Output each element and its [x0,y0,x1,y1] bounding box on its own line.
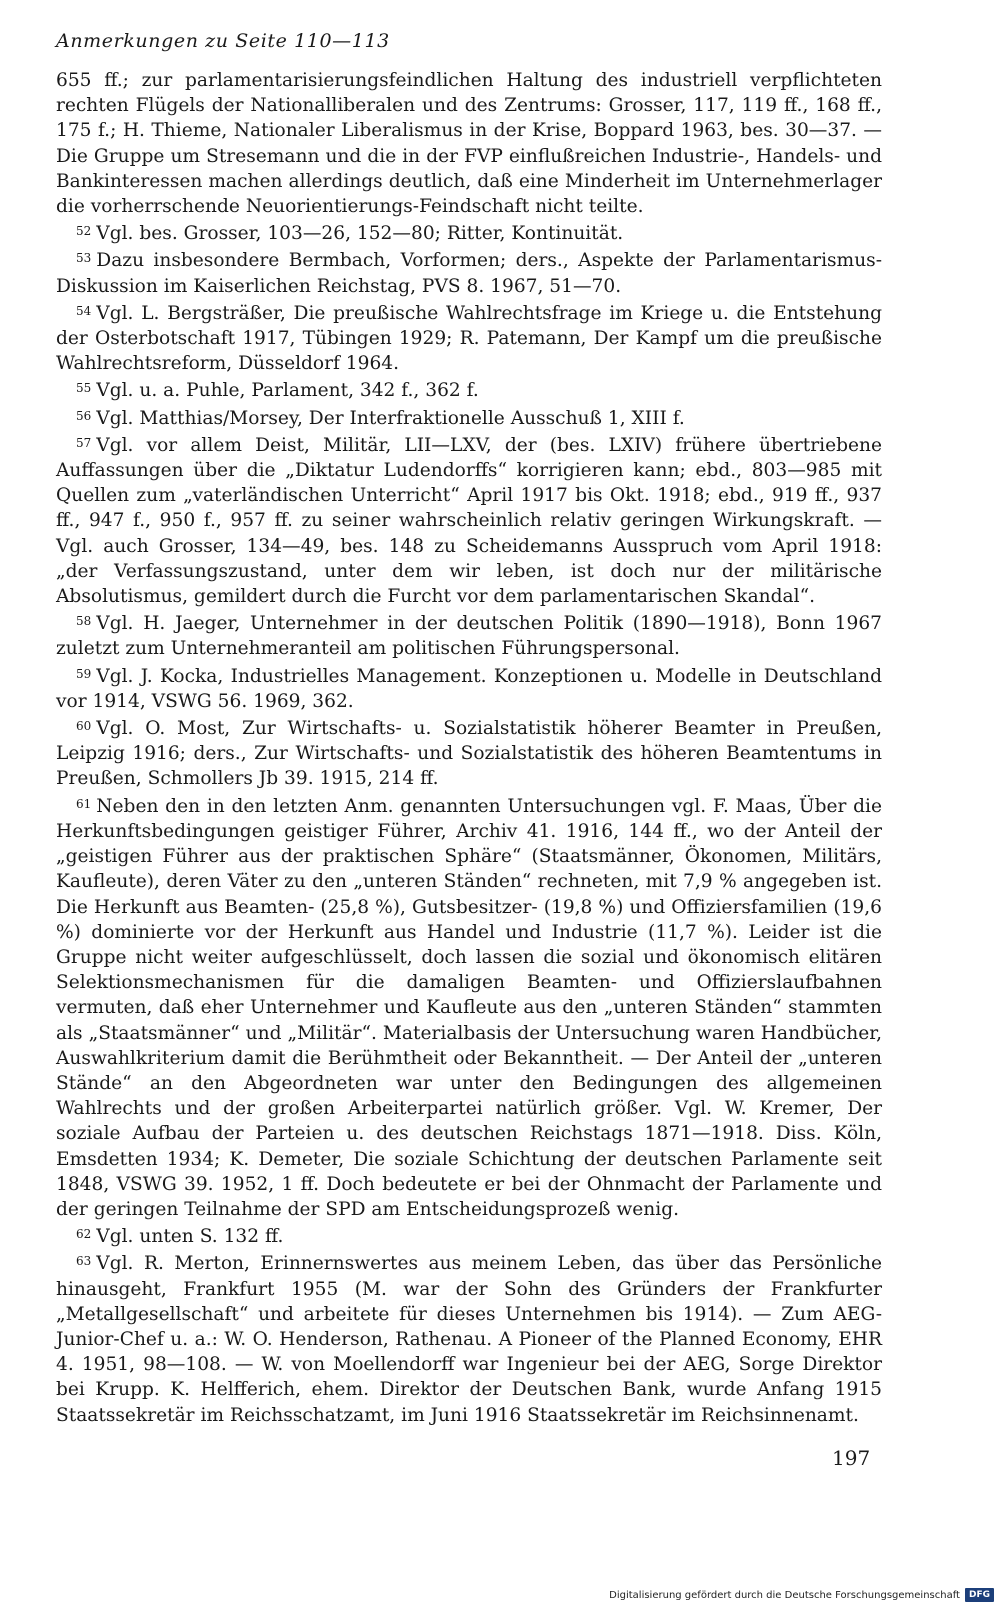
running-header: Anmerkungen zu Seite 110—113 [56,30,390,52]
footnote-number: 63 [76,1254,92,1269]
footnote-number: 58 [76,614,92,629]
dfg-logo-icon: DFG [965,1588,994,1602]
footnote-58 [56,611,882,661]
footnote-56 [56,406,882,431]
footnote-text: Vgl. bes. Grosser, 103—26, 152—80; Ritter, Kontinuität. [96,223,624,245]
footnote-59 [56,664,882,714]
footnote-number: 60 [76,719,92,734]
footnote-number: 54 [76,303,92,318]
footnote-text: Vgl. H. Jaeger, Unternehmer in der deutschen Politik (1890—1918), Bonn 1967 zuletzt zum Unternehmeranteil am politischen Führungspersonal. [56,613,882,660]
footnote-text: Vgl. Matthias/Morsey, Der Interfraktionelle Ausschuß 1, XIII f. [96,407,685,429]
footnote-text: Neben den in den letzten Anm. genannten Untersuchungen vgl. F. Maas, Über die Herkunftsbedingungen geistiger Führer, Archiv 41. 1916, 144 ff., wo der Anteil der „geistigen Führer aus der praktischen Sphäre“ (Staatsmänner, Ökonomen, Militärs, Kaufleute), deren Väter zu den „unteren Ständen“ rechneten, mit 7,9 % angegeben ist. Die Herkunft aus Beamten- (25,8 %), Gutsbesitzer- (19,8 %) und Offiziersfamilien (19,6 %) dominierte vor der Herkunft aus Handel und Industrie (11,7 %). Leider ist die Gruppe nicht weiter aufgeschlüsselt, doch lassen die sozial und ökonomisch elitären Selektionsmechanismen für die damaligen Beamten- und Offizierslaufbahnen vermuten, daß eher Unternehmer und Kaufleute aus den „unteren Ständen“ stammten als „Staatsmänner“ und „Militär“. Materialbasis der Untersuchung waren Handbücher, Auswahlkriterium damit die Berühmtheit oder Bekanntheit. — Der Anteil der „unteren Stände“ an den Abgeordneten war unter den Bedingungen des allgemeinen Wahlrechts und der großen Arbeiterpartei natürlich größer. Vgl. W. Kremer, Der soziale Aufbau der Parteien u. des deutschen Reichstags 1871—1918. Diss. Köln, Emsdetten 1934; K. Demeter, Die soziale Schichtung der deutschen Parlamente seit 1848, VSWG 39. 1952, 1 ff. Doch bedeutete er bei der Ohnmacht der Parlamente und der geringen Teilnahme der SPD am Entscheidungsprozeß wenig. [56,795,882,1220]
footnote-number: 56 [76,408,92,423]
digitization-footer [609,1588,994,1602]
footnote-number: 55 [76,381,92,396]
footnote-text: Vgl. unten S. 132 ff. [96,1226,284,1248]
footnote-text: Vgl. L. Bergsträßer, Die preußische Wahlrechtsfrage im Kriege u. die Entstehung der Osterbotschaft 1917, Tübingen 1929; R. Patemann, Der Kampf um die preußische Wahlrechtsreform, Düsseldorf 1964. [56,302,882,375]
footnote-text: Vgl. vor allem Deist, Militär, LII—LXV, der (bes. LXIV) frühere übertriebene Auffassungen über die „Diktatur Ludendorffs“ korrigieren kann; ebd., 803—985 mit Quellen zum „vaterländischen Unterricht“ April 1917 bis Okt. 1918; ebd., 919 ff., 937 ff., 947 f., 950 f., 957 ff. zu seiner wahrscheinlich relativ geringen Wirkungskraft. — Vgl. auch Grosser, 134—49, bes. 148 zu Scheidemanns Ausspruch vom April 1918: „der Verfassungszustand, unter dem wir leben, ist doch nur der militärische Absolutismus, gemildert durch die Furcht vor dem parlamentarischen Skandal“. [56,434,882,608]
footnote-number: 53 [76,251,92,266]
footnote-list [56,221,882,1428]
body-text [56,68,882,1430]
footnote-53 [56,248,882,298]
footnote-text: Vgl. J. Kocka, Industrielles Management. Konzeptionen u. Modelle in Deutschland vor 1914, VSWG 56. 1969, 362. [56,665,882,712]
footnote-text: Dazu insbesondere Bermbach, Vorformen; ders., Aspekte der Parlamentarismus-Diskussion im Kaiserlichen Reichstag, PVS 8. 1967, 51—70. [56,250,882,297]
footnote-52 [56,221,882,246]
footnote-54 [56,301,882,377]
footnote-number: 59 [76,666,92,681]
footnote-60 [56,716,882,792]
footnote-61 [56,794,882,1222]
footnote-text: Vgl. O. Most, Zur Wirtschafts- u. Sozialstatistik höherer Beamter in Preußen, Leipzig 1916; ders., Zur Wirtschafts- und Sozialstatistik des höheren Beamtentums in Preußen, Schmollers Jb 39. 1915, 214 ff. [56,718,882,790]
footnote-62 [56,1224,882,1249]
footnote-number: 52 [76,224,92,239]
footnote-text: Vgl. R. Merton, Erinnernswertes aus meinem Leben, das über das Persönliche hinausgeht, Frankfurt 1955 (M. war der Sohn des Gründers der Frankfurter „Metallgesellschaft“ und arbeitete für dieses Unternehmen bis 1914). — Zum AEG-Junior-Chef u. a.: W. O. Henderson, Rathenau. A Pioneer of the Planned Economy, EHR 4. 1951, 98—108. — W. von Moellendorff war Ingenieur bei der AEG, Sorge Direktor bei Krupp. K. Helfferich, ehem. Direktor der Deutschen Bank, wurde Anfang 1915 Staatssekretär im Reichsschatzamt, im Juni 1916 Staatssekretär im Reichsinnenamt. [56,1253,882,1426]
footnote-57 [56,433,882,609]
footnote-63 [56,1251,882,1427]
footnote-text: Vgl. u. a. Puhle, Parlament, 342 f., 362 f. [96,380,479,402]
footer-credit: Digitalisierung gefördert durch die Deutsche Forschungsgemeinschaft [609,1589,960,1601]
footnote-number: 62 [76,1227,92,1242]
footnote-number: 57 [76,435,92,450]
continuation-paragraph: 655 ff.; zur parlamentarisierungsfeindlichen Haltung des industriell verpflichteten rechten Flügels der Nationalliberalen und des Zentrums: Grosser, 117, 119 ff., 168 ff., 175 f.; H. Thieme, Nationaler Liberalismus in der Krise, Boppard 1963, bes. 30—37. — Die Gruppe um Stresemann und die in der FVP einflußreichen Industrie-, Handels- und Bankinteressen machen allerdings deutlich, daß eine Minderheit im Unternehmerlager die vorherrschende Neuorientierungs-Feindschaft nicht teilte. [56,70,882,218]
footnote-number: 61 [76,796,92,811]
page-number: 197 [832,1446,871,1470]
footnote-55 [56,378,882,403]
